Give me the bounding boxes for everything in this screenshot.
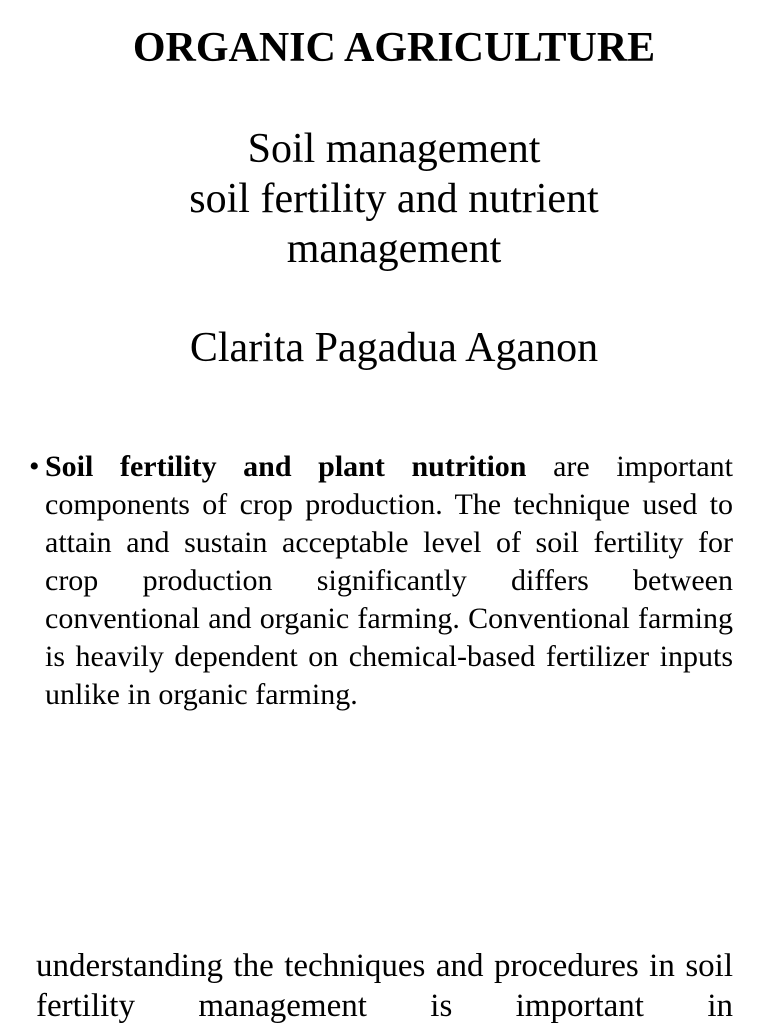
bullet-paragraph xyxy=(29,448,733,714)
bullet-body-text: are important components of crop production. The technique used to attain and sustain acceptable level of soil fertility for crop production significantly differs between conventional and organic farming. Conventional farming is heavily dependent on chemical-based fertilizer inputs unlike in organic farming. xyxy=(45,450,733,711)
document-title: ORGANIC AGRICULTURE xyxy=(132,25,656,71)
bullet-bold-lead: Soil fertility and plant nutrition xyxy=(45,450,527,483)
bullet-marker: • xyxy=(29,450,40,483)
bottom-paragraph: understanding the techniques and procedures in soil fertility management is important in xyxy=(36,948,733,1024)
document-subtitle xyxy=(0,124,768,274)
author-name: Clarita Pagadua Aganon xyxy=(189,325,599,371)
subtitle-line-3: management xyxy=(286,226,502,272)
bullet-text xyxy=(45,448,733,714)
subtitle-line-1: Soil management xyxy=(247,126,541,172)
subtitle-line-2: soil fertility and nutrient xyxy=(189,176,599,222)
